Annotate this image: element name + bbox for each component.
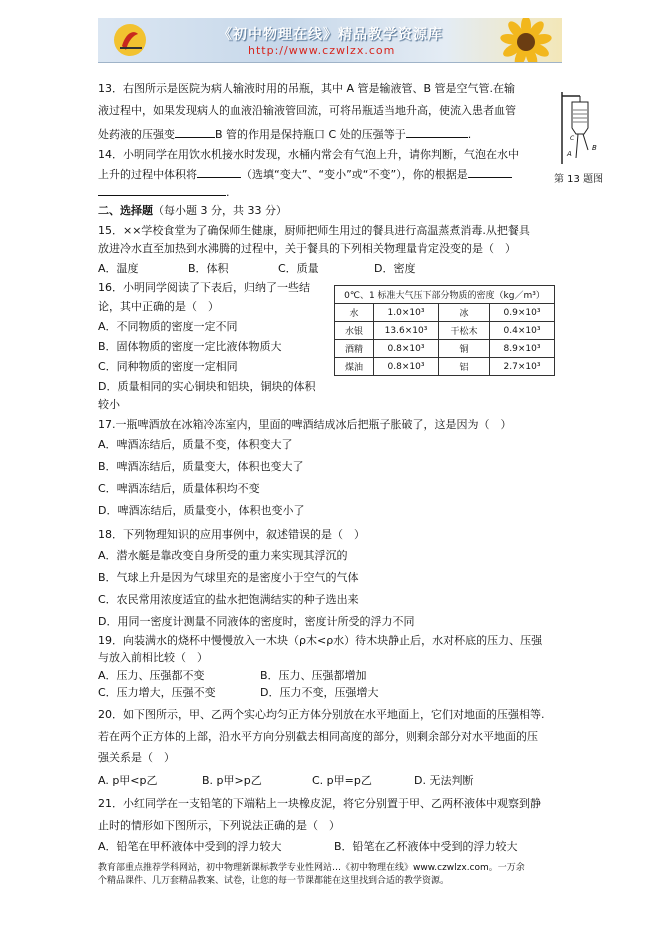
table-row [335, 358, 555, 376]
q13-line3b: B 管的作用是保持瓶口 C 处的压强等于 [215, 128, 406, 141]
q20-option-d: D. 无法判断 [414, 774, 474, 787]
table-cell: 0.9×10³ [490, 304, 555, 322]
q21-line1: 21．小红同学在一支铅笔的下端粘上一块橡皮泥，将它分别置于甲、乙两杯液体中观察到静 [98, 797, 541, 810]
q14-line2 [98, 166, 512, 182]
q15-option-c: C．质量 [278, 262, 319, 275]
q20-line1: 20．如下图所示，甲、乙两个实心均匀正方体分别放在水平地面上，它们对地面的压强相等. [98, 708, 545, 721]
figure13-caption: 第 13 题图 [554, 174, 604, 185]
banner-url[interactable]: http://www.czwlzx.com [248, 44, 396, 57]
figure13-label-b: B [592, 144, 597, 152]
q16-option-a: A．不同物质的密度一定不同 [98, 320, 238, 333]
q18-option-a: A．潜水艇是靠改变自身所受的重力来实现其浮沉的 [98, 549, 348, 562]
q15-option-d: D．密度 [374, 262, 416, 275]
q17-option-a: A．啤酒冻结后，质量不变，体积变大了 [98, 438, 293, 451]
q20-option-b: B. p甲>p乙 [202, 774, 262, 787]
table-cell: 0.8×10³ [374, 340, 439, 358]
table-cell: 铜 [439, 340, 490, 358]
q19-option-b: B．压力、压强都增加 [260, 669, 367, 682]
q19-option-a: A．压力、压强都不变 [98, 669, 205, 682]
section2-heading [98, 204, 287, 218]
q19-option-d: D．压力不变，压强增大 [260, 686, 379, 699]
q15-line2: 放进冷水直至加热到水沸腾的过程中，关于餐具的下列相关物理量肯定没变的是（ ） [98, 242, 516, 255]
q16-option-d-line2: 较小 [98, 398, 120, 411]
q14-line3-end: . [226, 186, 230, 199]
q19-option-c: C．压力增大，压强不变 [98, 686, 216, 699]
q21-option-b: B．铅笔在乙杯液体中受到的浮力较大 [334, 840, 518, 853]
q20-line3: 强关系是（ ） [98, 751, 175, 764]
q14-line2b: （选填“变大”、“变小”或“不变”），你的根据是 [241, 168, 468, 181]
q14-line3 [98, 184, 230, 200]
q17-option-d: D．啤酒冻结后，质量变小，体积也变小了 [98, 504, 305, 517]
table-cell: 2.7×10³ [490, 358, 555, 376]
table-cell: 铝 [439, 358, 490, 376]
q13-line3a: 处药液的压强变 [98, 128, 175, 141]
q20-line2: 若在两个正方体的上部，沿水平方向分别截去相同高度的部分，则剩余部分对水平地面的压 [98, 730, 538, 743]
q13-line3c: . [467, 128, 472, 141]
table-cell: 水银 [335, 322, 374, 340]
q13-line1: 13．右图所示是医院为病人输液时用的吊瓶，其中 A 管是输液管、B 管是空气管.在输 [98, 82, 516, 95]
q17-option-c: C．啤酒冻结后，质量体积均不变 [98, 482, 260, 495]
table-cell: 13.6×10³ [374, 322, 439, 340]
iv-drip-figure [556, 92, 606, 164]
q15-line1: 15．××学校食堂为了确保师生健康，厨师把师生用过的餐具进行高温蒸煮消毒.从把餐具 [98, 224, 530, 237]
figure13-label-c: C [570, 135, 575, 142]
table-cell: 8.9×10³ [490, 340, 555, 358]
density-table-caption: 0℃、1 标准大气压下部分物质的密度（kg／m³） [335, 286, 555, 304]
q18-option-b: B．气球上升是因为气球里充的是密度小于空气的气体 [98, 571, 359, 584]
table-cell: 0.8×10³ [374, 358, 439, 376]
section2-note: （每小题 3 分，共 33 分） [153, 204, 287, 217]
q19-line1: 19．向装满水的烧杯中慢慢放入一木块（ρ木<ρ水）待木块静止后，水对杯底的压力、压强 [98, 634, 543, 647]
banner-title: 《初中物理在线》精品教学资源库 [218, 27, 443, 43]
q14-line2a: 上升的过程中体积将 [98, 168, 197, 181]
q14-blank1[interactable] [197, 166, 241, 178]
footer-line1: 教育部重点推荐学科网站，初中物理新课标教学专业性网站…《初中物理在线》www.czwlzx.com。一万余 [98, 863, 525, 873]
q17-stem: 17.一瓶啤酒放在冰箱冷冻室内，里面的啤酒结成冰后把瓶子胀破了，这是因为（ ） [98, 418, 512, 431]
q14-line1: 14．小明同学在用饮水机接水时发现，水桶内常会有气泡上升，请你判断，气泡在水中 [98, 148, 519, 161]
q16-line1: 16．小明同学阅读了下表后，归纳了一些结 [98, 281, 310, 294]
q18-option-c: C．农民常用浓度适宜的盐水把饱满结实的种子选出来 [98, 593, 359, 606]
footer-line2: 个精品课件、几万套精品教案、试卷，让您的每一节课都能在这里找到合适的教学资源。 [98, 876, 450, 886]
table-cell: 冰 [439, 304, 490, 322]
q20-option-c: C. p甲=p乙 [312, 774, 372, 787]
q19-line2: 与放入前相比较（ ） [98, 651, 208, 664]
q15-option-b: B．体积 [188, 262, 229, 275]
q13-line2: 液过程中，如果发现病人的血液沿输液管回流，可将吊瓶适当地升高，使流入患者血管 [98, 104, 516, 117]
table-cell: 干松木 [439, 322, 490, 340]
density-table [334, 285, 555, 376]
section2-title: 二、选择题 [98, 204, 153, 217]
q20-option-a: A. p甲<p乙 [98, 774, 158, 787]
q17-option-b: B．啤酒冻结后，质量变大，体积也变大了 [98, 460, 304, 473]
q21-option-a: A．铅笔在甲杯液体中受到的浮力较大 [98, 840, 282, 853]
q13-line3 [98, 126, 471, 142]
header-banner [98, 18, 562, 63]
page-footer [98, 862, 568, 888]
sunflower-icon [486, 18, 556, 62]
q16-line2: 论，其中正确的是（ ） [98, 300, 219, 313]
table-row [335, 322, 555, 340]
table-row [335, 340, 555, 358]
q16-option-b: B．固体物质的密度一定比液体物质大 [98, 340, 282, 353]
table-cell: 煤油 [335, 358, 374, 376]
table-cell: 酒精 [335, 340, 374, 358]
q16-option-c: C．同种物质的密度一定相同 [98, 360, 238, 373]
q13-blank1[interactable] [175, 126, 215, 138]
table-cell: 1.0×10³ [374, 304, 439, 322]
q18-stem: 18．下列物理知识的应用事例中，叙述错误的是（ ） [98, 528, 365, 541]
table-cell: 水 [335, 304, 374, 322]
figure13-label-a: A [567, 150, 572, 158]
q18-option-d: D．用同一密度计测量不同液体的密度时，密度计所受的浮力不同 [98, 615, 415, 628]
logo-icon [112, 22, 148, 58]
q21-line2: 止时的情形如下图所示，下列说法正确的是（ ） [98, 819, 340, 832]
table-row [335, 304, 555, 322]
q16-option-d-line1: D．质量相同的实心铜块和铝块，铜块的体积 [98, 380, 316, 393]
q14-blank3[interactable] [98, 184, 226, 196]
q15-option-a: A．温度 [98, 262, 139, 275]
q13-blank2[interactable] [406, 126, 468, 138]
q14-blank2[interactable] [468, 166, 512, 178]
table-cell: 0.4×10³ [490, 322, 555, 340]
